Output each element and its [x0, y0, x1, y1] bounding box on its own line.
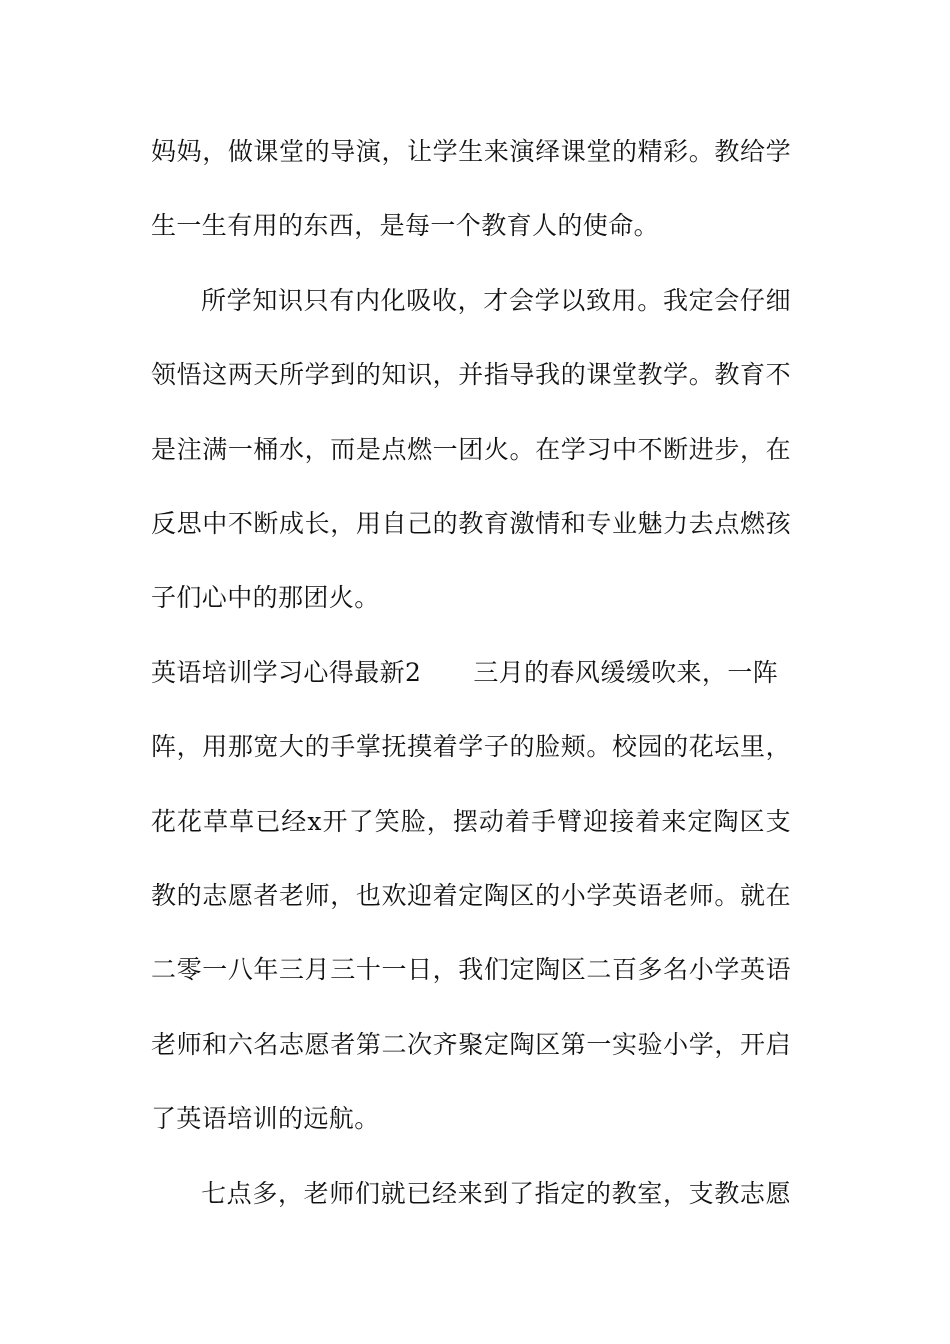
section-first-text: 三月的春风缓缓吹来，一阵: [473, 658, 779, 687]
paragraph-line: 领悟这两天所学到的知识，并指导我的课堂教学。教育不: [151, 360, 791, 389]
paragraph-line: 子们心中的那团火。: [151, 583, 380, 612]
paragraph-line: 二零一八年三月三十一日，我们定陶区二百多名小学英语: [151, 955, 791, 984]
paragraph-line: 妈妈，做课堂的导演，让学生来演绎课堂的精彩。教给学: [151, 137, 791, 166]
paragraph-line: 阵，用那宽大的手掌抚摸着学子的脸颊。校园的花坛里，: [151, 732, 791, 761]
paragraph-line: 花花草草已经x开了笑脸，摆动着手臂迎接着来定陶区支: [151, 807, 791, 836]
paragraph-line: 了英语培训的远航。: [151, 1104, 380, 1133]
section-heading-line: [151, 653, 791, 693]
paragraph-line: 是注满一桶水，而是点燃一团火。在学习中不断进步，在: [151, 435, 791, 464]
paragraph-line: 老师和六名志愿者第二次齐聚定陶区第一实验小学，开启: [151, 1030, 791, 1059]
paragraph-line: 生一生有用的东西，是每一个教育人的使命。: [151, 211, 660, 240]
paragraph-line: 反思中不断成长，用自己的教育激情和专业魅力去点燃孩: [151, 509, 791, 538]
section-title: 英语培训学习心得最新2: [151, 658, 422, 687]
paragraph-line: 七点多，老师们就已经来到了指定的教室，支教志愿: [201, 1179, 791, 1208]
paragraph-line: 教的志愿者老师，也欢迎着定陶区的小学英语老师。就在: [151, 881, 791, 910]
paragraph-line: 所学知识只有内化吸收，才会学以致用。我定会仔细: [201, 286, 791, 315]
